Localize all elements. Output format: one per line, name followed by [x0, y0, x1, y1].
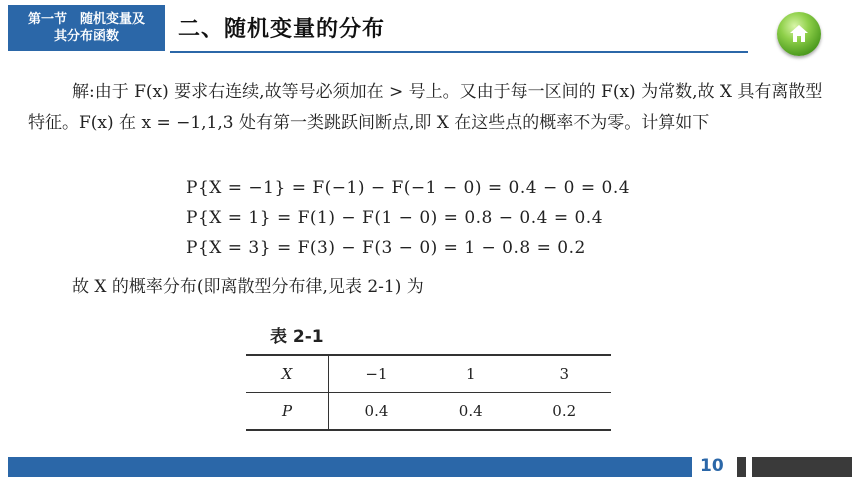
page-title: 二、随机变量的分布 [178, 17, 386, 42]
footer-mark-small [737, 457, 746, 477]
table-cell: 0.2 [517, 393, 611, 431]
table-caption: 表 2-1 [270, 327, 324, 347]
table-cell: 3 [517, 355, 611, 393]
table-row-x [246, 355, 611, 393]
solution-text: 解:由于 F(x) 要求右连续,故等号必须加在 > 号上。又由于每一区间的 F(x) 为常数,故 X 具有离散型特征。F(x) 在 x = −1,1,3 处有第一类跳跃间断点,即 X 在这些点的概率不为零。计算如下 [28, 82, 823, 133]
conclusion-text: 故 X 的概率分布(即离散型分布律,见表 2-1) 为 [72, 277, 424, 297]
equation-1: P{X = −1} = F(−1) − F(−1 − 0) = 0.4 − 0 = 0.4 [186, 178, 631, 198]
home-icon [788, 23, 810, 45]
equation-2: P{X = 1} = F(1) − F(1 − 0) = 0.8 − 0.4 = 0.4 [186, 208, 604, 228]
solution-paragraph [28, 77, 836, 139]
page-number: 10 [700, 456, 724, 476]
table-cell: 0.4 [329, 393, 424, 431]
table-cell: −1 [329, 355, 424, 393]
table-cell: 1 [424, 355, 518, 393]
section-badge-line1: 第一节 随机变量及 [27, 12, 145, 27]
table-row-p [246, 393, 611, 431]
footer-mark-large [752, 457, 852, 477]
footer-bar [8, 457, 692, 477]
home-button[interactable] [777, 12, 821, 56]
distribution-table [246, 354, 611, 431]
equation-3: P{X = 3} = F(3) − F(3 − 0) = 1 − 0.8 = 0.2 [186, 238, 586, 258]
row-header-p: P [246, 393, 329, 431]
row-header-x: X [246, 355, 329, 393]
table-cell: 0.4 [424, 393, 518, 431]
section-badge [8, 5, 165, 51]
section-badge-line2: 其分布函数 [53, 29, 119, 44]
title-divider [170, 51, 748, 53]
